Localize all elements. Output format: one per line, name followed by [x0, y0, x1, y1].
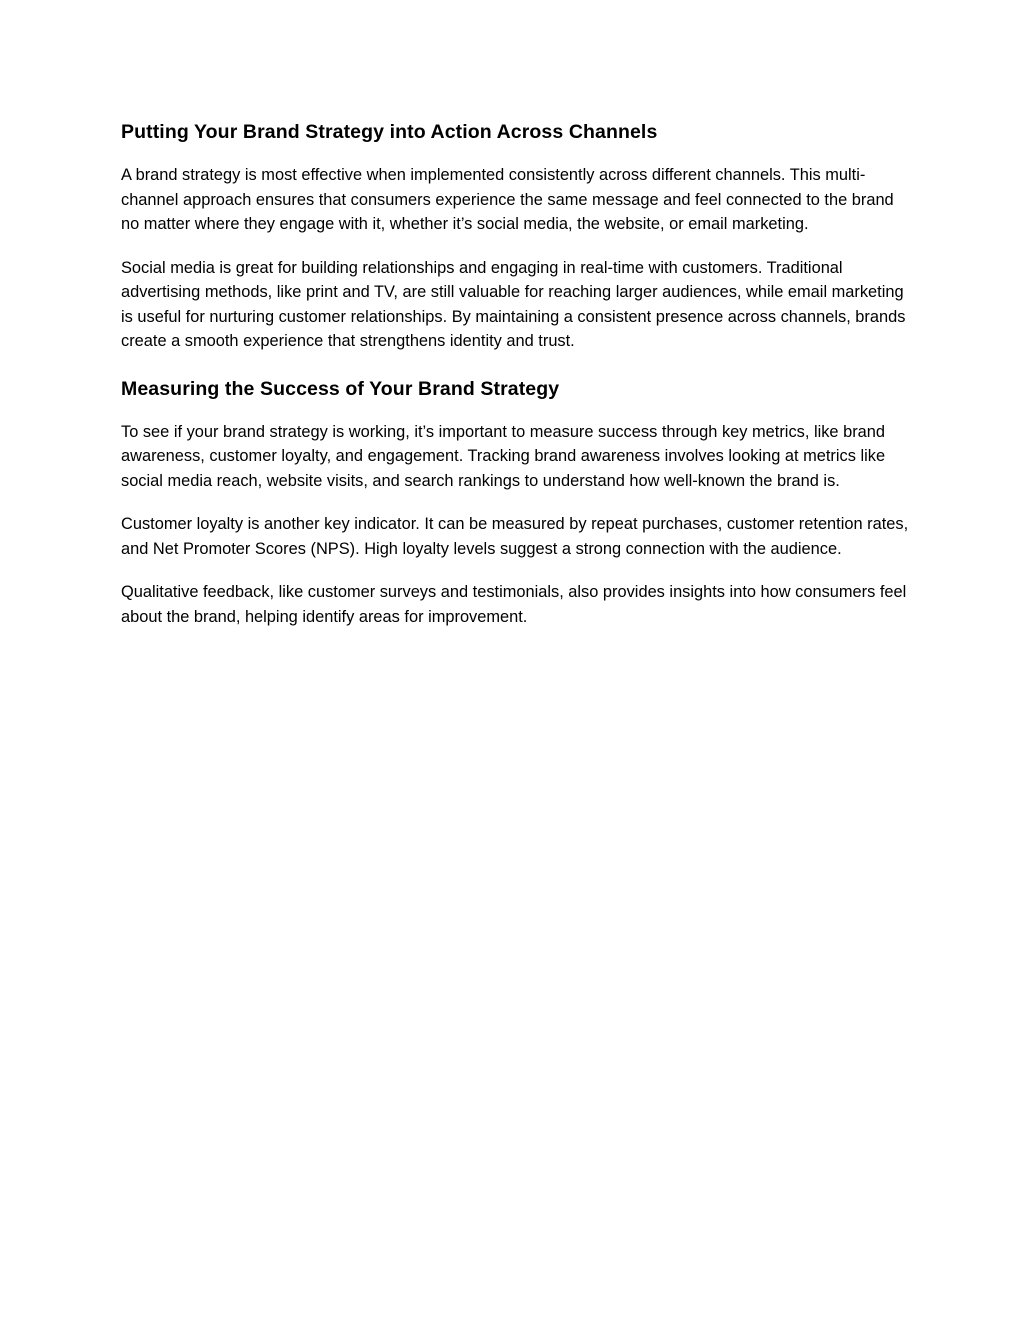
- paragraph-social-media: Social media is great for building relationships and engaging in real-time with customers. Traditional advertising methods, like print and TV, are still valuable for reaching larger audiences, while email marketing is useful for nurturing customer relationships. By maintaining a consistent presence across channels, brands create a smooth experience that strengthens identity and trust.: [121, 258, 906, 350]
- paragraph-metrics: To see if your brand strategy is working, it’s important to measure success through key metrics, like brand awareness, customer loyalty, and engagement. Tracking brand awareness involves looking at metrics like social media reach, website visits, and search rankings to understand how well-known the brand is.: [121, 422, 886, 490]
- section-heading-measuring: Measuring the Success of Your Brand Strategy: [121, 377, 560, 400]
- paragraph-customer-loyalty: Customer loyalty is another key indicator. It can be measured by repeat purchases, customer retention rates, and Net Promoter Scores (NPS). High loyalty levels suggest a strong connection with the audience.: [121, 515, 909, 558]
- document-page: [121, 118, 911, 648]
- section-heading-channels: Putting Your Brand Strategy into Action Across Channels: [121, 121, 658, 143]
- paragraph-multichannel: A brand strategy is most effective when implemented consistently across different channels. This multi-channel approach ensures that consumers experience the same message and feel connected to the brand no matter where they engage with it, whether it’s social media, the website, or email marketing.: [121, 166, 894, 233]
- paragraph-qualitative-feedback: Qualitative feedback, like customer surveys and testimonials, also provides insights into how consumers feel about the brand, helping identify areas for improvement.: [121, 583, 907, 626]
